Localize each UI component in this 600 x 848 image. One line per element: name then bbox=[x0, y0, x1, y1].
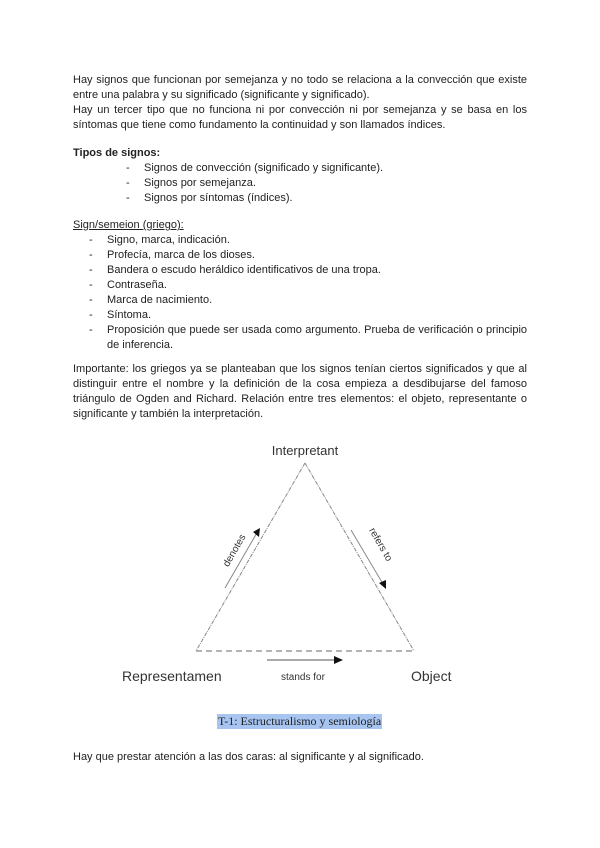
tipos-heading: Tipos de signos: bbox=[73, 147, 161, 159]
list-item: - Síntoma. bbox=[89, 309, 152, 321]
importante-paragraph: Importante: los griegos ya se planteaban que los signos tenían ciertos significados y que al distinguir entre el nombre y la definición de la cosa empieza a desdibujarse del famoso triángulo de Ogden and Richard. Relación entre tres elementos: el objeto, representante o significante y también la interpretación. bbox=[73, 363, 527, 420]
representamen-label: Representamen bbox=[122, 668, 222, 684]
intro-paragraph-1: Hay signos que funcionan por semejanza y no todo se relaciona a la convección que existe entre una palabra y su significado (significante y significado). bbox=[73, 74, 527, 101]
stands-for-label: stands for bbox=[281, 672, 325, 683]
denotes-arrowhead bbox=[253, 528, 260, 537]
interpretant-label: Interpretant bbox=[271, 443, 339, 458]
list-item: - Contraseña. bbox=[89, 279, 167, 291]
list-item: - Proposición que puede ser usada como argumento. Prueba de verificación o principio de inferencia. bbox=[89, 324, 527, 351]
triangle-left-edge bbox=[196, 463, 305, 651]
stands-for-arrowhead bbox=[334, 656, 343, 664]
list-item: - Profecía, marca de los dioses. bbox=[89, 249, 255, 261]
list-item: - Signo, marca, indicación. bbox=[89, 234, 230, 246]
refers-to-label: refers to bbox=[366, 526, 395, 564]
final-paragraph: Hay que prestar atención a las dos caras: al significante y al significado. bbox=[73, 751, 424, 763]
list-item: - Signos por semejanza. bbox=[126, 177, 256, 189]
intro-paragraph-2: Hay un tercer tipo que no funciona ni por convección ni por semejanza y se basa en los síntomas que tiene como fundamento la continuidad y son llamados índices. bbox=[73, 104, 527, 131]
refers-to-arrowhead bbox=[379, 580, 386, 589]
object-label: Object bbox=[411, 668, 452, 684]
triangle-right-edge bbox=[305, 463, 414, 651]
list-item: - Bandera o escudo heráldico identificativos de una tropa. bbox=[89, 264, 381, 276]
list-item: - Signos por síntomas (índices). bbox=[126, 192, 293, 204]
figure-caption: T-1: Estructuralismo y semiología bbox=[218, 714, 382, 728]
list-item: - Marca de nacimiento. bbox=[89, 294, 213, 306]
denotes-label: denotes bbox=[221, 532, 249, 569]
semeion-heading: Sign/semeion (griego): bbox=[73, 219, 184, 231]
list-item: - Signos de convección (significado y significante). bbox=[126, 162, 384, 174]
